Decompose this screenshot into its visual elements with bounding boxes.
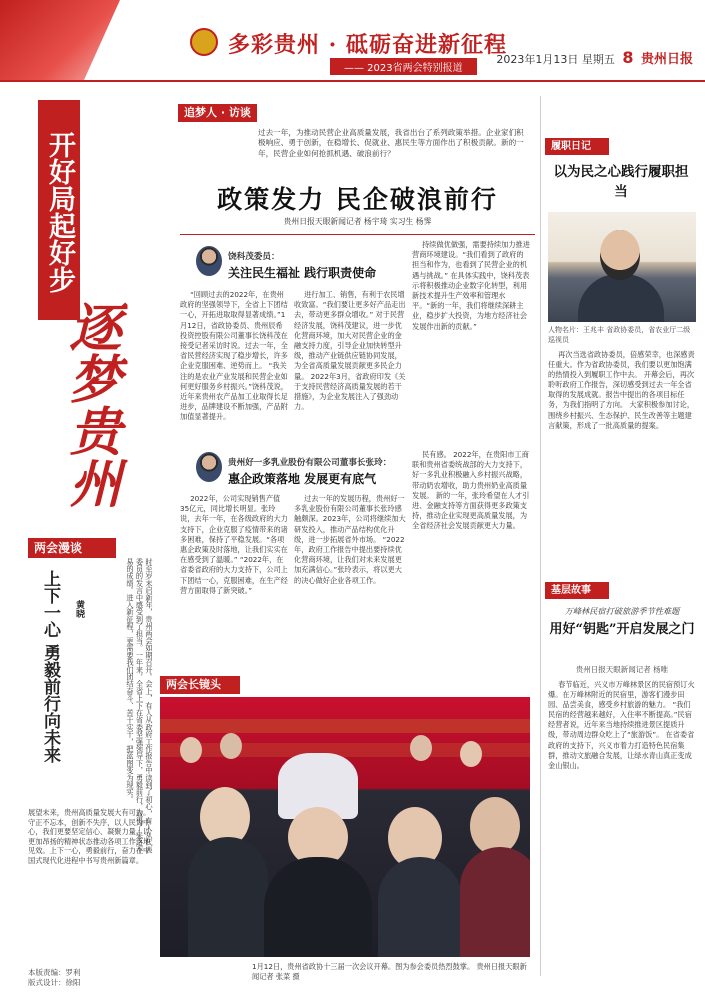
delegate-figure (180, 737, 202, 763)
delegate-portrait-photo (548, 212, 696, 322)
story-kicker: 万峰林民宿打破旅游季节性难题 (564, 606, 680, 616)
speaker2-headline: 惠企政策落地 发展更有底气 (228, 472, 377, 486)
banner-script-title: 逐梦贵州 (60, 300, 121, 508)
issue-weekday: 星期五 (581, 53, 615, 66)
paper-name: 贵州日报 (640, 52, 693, 67)
commentary-author: 黄晓 (74, 600, 84, 618)
portrait-head (600, 230, 640, 280)
photo-caption: 1月12日，贵州省政协十三届一次会议开幕。图为参会委员热烈鼓掌。 贵州日报天眼新闻记者 张菜 摄 (252, 962, 527, 981)
diary-headline: 以为民之心践行履职担当 (553, 164, 689, 200)
speaker1-name: 饶科茂委员： (228, 252, 280, 262)
portrait-body (578, 274, 664, 322)
delegate-figure (264, 857, 372, 957)
session-photo (160, 697, 530, 957)
speaker2-portrait (196, 452, 222, 482)
seat-row (160, 719, 530, 733)
main-section-tag: 追梦人 · 访谈 (178, 104, 257, 122)
story-headline: 用好“钥匙”开启发展之门 (549, 622, 695, 637)
banner-boxed-title: 开好局起好步 (38, 100, 80, 320)
page-number: 8 (622, 48, 634, 67)
speaker2-name: 贵州好一多乳业股份有限公司董事长张玲： (228, 458, 392, 468)
main-intro: 过去一年，为推动民营企业高质量发展，我省出台了系列政策举措。企业家们积极响应、勇于创新，在稳增长、促就业、惠民生等方面作出了积极贡献。新的一年，民营企业如何抢抓机遇、破浪前行？ (258, 128, 524, 158)
commentary-headline: 上下一心 勇毅前行向未来 (40, 570, 60, 763)
story-byline: 贵州日报天眼新闻记者 杨唯 (575, 665, 669, 674)
page-header (0, 0, 705, 82)
main-headline: 政策发力 民企破浪前行 (217, 185, 498, 214)
divider (180, 234, 535, 235)
story-tag: 基层故事 (545, 582, 609, 599)
delegate-figure (410, 735, 432, 761)
delegate-figure (378, 857, 462, 957)
commentary-body-vertical: 时至岁末启新年，贵州两会如期召开。会上，有人从政府工作报告中读到了初心，有人从代表委员的发言中感受到了担当。一年来，全省上下在省委坚强领导下，勇毅前行，取得了来之不易的成绩。进入新征程，更需要我们团结奋斗、苦干实干，把蓝图变为现实。 (126, 558, 154, 854)
delegate-figure (220, 733, 242, 759)
diary-tag: 履职日记 (545, 138, 609, 155)
diary-body: 再次当选省政协委员，倍感荣幸，也深感责任重大。作为省政协委员，我们要以更加饱满的热情投入到履职工作中去。 开幕会后，再次聆听政府工作报告，深切感受到过去一年全省取得的发展成就。报告中提出的各项目标任务，为我们指明了方向。 大家积极参加讨论，围绕乡村振兴、生态保护、民生改善等主题建言献策，形成了一批高质量的提案。 (548, 350, 695, 430)
commentary-tag: 两会漫谈 (28, 538, 116, 558)
left-banner (38, 100, 121, 508)
diary-photo-caption: 人物名片：王兆丰 省政协委员，省农业厅二级巡视员 (548, 326, 691, 344)
page-editor-credits: 本版责编：罗利 版式设计：徐阳 (28, 968, 81, 987)
article-column-2: 进行加工、销售，有利于农民增收致富。“我们要让更多好产品走出去，带动更多群众增收。” 对于民营经济发展，饶科茂建议，进一步优化营商环境，加大对民营企业的金融支持力度，引导企业加快转型升级，推动产业链供应链协同发展，为全省高质量发展贡献更多民企力量。 2022年3月，省政府印发《关于支持民营经济高质量发展的若干措施》，为企业发展注入了强劲动力。 (294, 290, 406, 412)
issue-date: 2023年1月13日 (496, 53, 579, 66)
header-title: 多彩贵州 · 砥砺奋进新征程 (228, 32, 507, 58)
delegate-figure (460, 847, 530, 957)
cppcc-emblem-icon (190, 28, 218, 56)
header-meta (496, 48, 693, 67)
article-column-4: 2022年，公司实现销售产值35亿元，同比增长明显。张玲说，去年一年，在各级政府的大力支持下，企业克服了疫情带来的诸多困难，保持了平稳发展。“各项惠企政策及时落地，让我们实实在在感受到了温暖。” “2022年，在省委省政府的大力支持下，公司上下团结一心，克服困难，在生产经营方面取得了新突破。” (180, 494, 288, 595)
delegate-figure (188, 837, 268, 957)
main-byline: 贵州日报天眼新闻记者 杨宇琦 实习生 杨霁 (283, 217, 432, 226)
speaker1-portrait (196, 246, 222, 276)
delegate-figure (460, 741, 482, 767)
column-divider (540, 96, 541, 976)
speaker1-headline: 关注民生福祉 践行职责使命 (228, 266, 377, 280)
header-red-ribbon (0, 0, 120, 80)
header-subtitle: —— 2023省两会特别报道 (330, 58, 477, 75)
article-column-6: 民有感。 2022年，在贵阳市工商联和贵州省委统战部的大力支持下，好一多乳业积极融入乡村振兴战略，带动奶农增收，助力贵州奶业高质量发展。 新的一年，张玲希望在人才引进、金融支持等方面获得更多政策支持，推动企业实现更高质量发展，为全省经济社会发展贡献更大力量。 (412, 450, 530, 531)
photo-section-tag: 两会长镜头 (160, 676, 240, 694)
article-column-5: 过去一年的发展历程，贵州好一多乳业股份有限公司董事长张玲感触颇深。2023年，公司将继续加大研发投入，推动产品结构优化升级，进一步拓展省外市场。 “2022年，政府工作报告中提出要持续优化营商环境，让我们对未来发展更加充满信心。”张玲表示，将以更大的决心做好企业各项工作。 (294, 494, 406, 585)
article-column-1: “回顾过去的2022年，在贵州政府的坚强领导下，全省上下团结一心，开拓进取取得显著成绩。”1月12日，省政协委员、贵州辰希投资控股有限公司董事长饶科茂在接受记者采访时说。过去一年，全省民营经济实现了稳步增长，许多企业克服困难、逆势而上。 “我关注的是农业产业发展和民营企业如何更好服务乡村振兴。”饶科茂说，近年来贵州农产品加工业取得长足进步，品牌建设不断加强，产品附加值显著提升。 (180, 290, 288, 422)
commentary-body-horizontal: 展望未来，贵州高质量发展大有可为。守正不忘本，创新不失序，以人民为中心，我们更要坚定信心、凝聚力量，以更加昂扬的精神状态推动各项工作落地见效。上下一心，勇毅前行，奋力在中国式现代化进程中书写贵州新篇章。 (28, 808, 151, 865)
article-column-3: 持续做优做强，需要持续加力推进营商环境建设。“我们看到了政府的担当和作为，也看到了民营企业的机遇与挑战。” 在具体实践中，饶科茂表示将积极推动企业数字化转型，利用新技术提升生产效率和管理水平。“新的一年，我们将继续深耕主业，稳步扩大投资，为地方经济社会发展作出新的贡献。” (412, 240, 530, 331)
story-body: 春节临近，兴义市万峰林景区的民宿预订火爆。在万峰林附近的民宿里，游客们漫步田园、品尝美食，感受乡村旅游的魅力。 “我们民宿的经营越来越好，入住率不断提高。”民宿经营者说，近年来当地持续推进景区提质升级，带动周边群众吃上了“旅游饭”。 在省委省政府的支持下，兴义市着力打造特色民宿集群，推动文旅融合发展，让绿水青山真正变成金山银山。 (548, 680, 695, 770)
